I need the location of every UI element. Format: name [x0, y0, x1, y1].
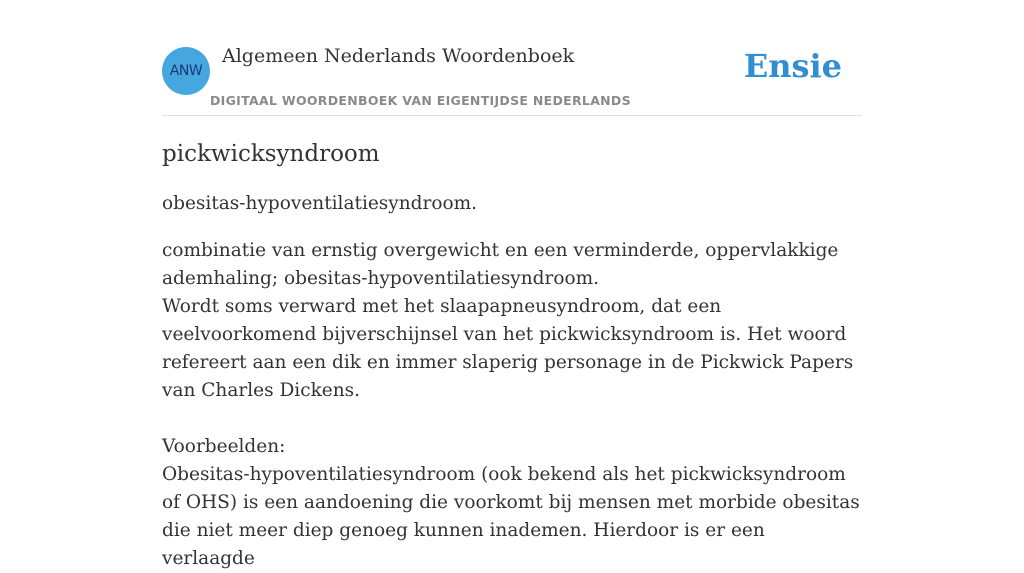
entry-headword: pickwicksyndroom: [162, 141, 380, 167]
anw-logo[interactable]: ANW: [162, 47, 210, 95]
site-title[interactable]: Algemeen Nederlands Woordenboek: [222, 45, 575, 67]
site-header: [162, 0, 862, 116]
entry-short-definition: obesitas-hypoventilatiesyndroom.: [162, 193, 478, 214]
content-container: [162, 0, 862, 573]
entry-content: [162, 140, 862, 573]
ensie-brand-logo[interactable]: Ensie: [743, 47, 842, 85]
entry-definition: combinatie van ernstig overgewicht en een verminderde, oppervlakkige ademhaling; obesitas-hypoventilatiesyndroom. Wordt soms verward met het slaapapneusyndroom, dat een veelvoorkomend bijverschijnsel van het pickwicksyndroom is. Het woord refereert aan een dik en immer slaperig personage in de Pickwick Papers van Charles Dickens. Voorbeelden: Obesitas-hypoventilatiesyndroom (ook bekend als het pickwicksyndroom of OHS) is een aandoening die voorkomt bij mensen met morbide obesitas die niet meer diep genoeg kunnen inademen. Hierdoor is er een verlaagde: [162, 240, 860, 569]
site-subtitle: DIGITAAL WOORDENBOEK VAN EIGENTIJDSE NEDERLANDS: [210, 93, 631, 108]
